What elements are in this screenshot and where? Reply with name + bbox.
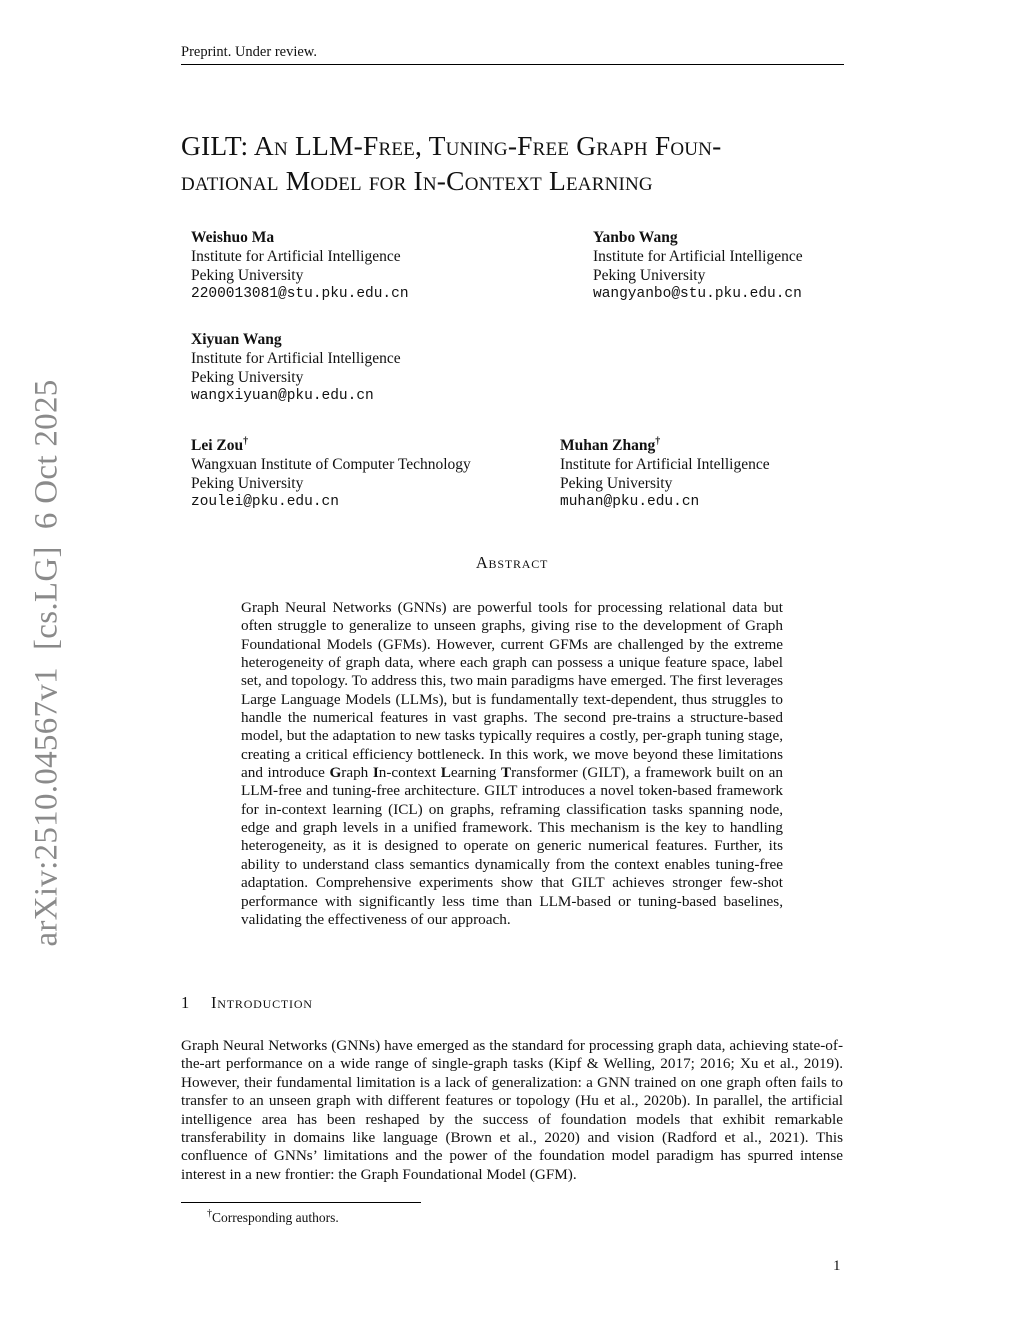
author-name: Weishuo Ma xyxy=(191,229,275,246)
abstract-body xyxy=(241,599,783,929)
corresponding-mark: † xyxy=(243,436,249,447)
author-block xyxy=(191,432,471,512)
author-affiliation: Institute for Artificial Intelligence xyxy=(593,248,803,265)
section-number: 1 xyxy=(181,993,191,1012)
author-affiliation: Institute for Artificial Intelligence xyxy=(560,456,770,473)
author-block xyxy=(593,228,803,304)
acronym-letter: G xyxy=(329,764,342,782)
footnote-rule xyxy=(181,1202,421,1203)
author-university: Peking University xyxy=(593,267,706,284)
arxiv-stamp[interactable]: arXiv:2510.04567v1 [cs.LG] 6 Oct 2025 xyxy=(28,379,65,947)
acronym-rest: earning xyxy=(450,764,501,782)
section-heading xyxy=(181,993,313,1013)
author-email[interactable]: zoulei@pku.edu.cn xyxy=(191,494,339,510)
acronym-rest: raph xyxy=(341,764,373,782)
corresponding-mark: † xyxy=(655,436,661,447)
paper-title-line-1: GILT: An LLM-Free, Tuning-Free Graph Foun- xyxy=(181,130,722,161)
author-email[interactable]: 2200013081@stu.pku.edu.cn xyxy=(191,286,409,302)
running-header: Preprint. Under review. xyxy=(181,44,844,65)
page-number: 1 xyxy=(833,1258,841,1274)
author-email[interactable]: wangxiyuan@pku.edu.cn xyxy=(191,388,374,404)
author-name-line xyxy=(191,432,471,455)
author-block xyxy=(191,330,401,406)
author-university: Peking University xyxy=(191,369,304,386)
author-block xyxy=(560,432,770,512)
abstract-text-end: (GILT), a framework built on an LLM-free and tuning-free architecture. GILT introduces a novel token-based framework for in-context learning (ICL) on graphs, reframing classification tasks spanning node, edge and graph levels in a unified framework. This mechanism is the key to handling heterogeneity, as it is designed to operate on generic numerical features. Further, its ability to understand class semantics dynamically from the context enables tuning-free adaptation. Comprehensive experiments show that GILT achieves stronger few-shot performance with significantly less time than LLM-based or tuning-based baselines, validating the effectiveness of our approach. xyxy=(241,764,783,928)
author-name: Xiyuan Wang xyxy=(191,331,282,348)
author-name: Yanbo Wang xyxy=(593,229,678,246)
author-name-line xyxy=(560,432,770,455)
acronym-letter: I xyxy=(372,764,379,782)
paper-title xyxy=(181,128,851,198)
abstract-heading: Abstract xyxy=(475,553,549,572)
author-university: Peking University xyxy=(191,475,304,492)
author-block xyxy=(191,228,409,304)
footnote-mark: † xyxy=(207,1208,212,1219)
acronym-letter: L xyxy=(440,764,451,782)
author-affiliation: Institute for Artificial Intelligence xyxy=(191,248,401,265)
author-email[interactable]: wangyanbo@stu.pku.edu.cn xyxy=(593,286,802,302)
paper-title-line-2: dational Model for In-Context Learning xyxy=(181,165,653,196)
author-affiliation: Wangxuan Institute of Computer Technology xyxy=(191,456,471,473)
author-email[interactable]: muhan@pku.edu.cn xyxy=(560,494,700,510)
author-university: Peking University xyxy=(560,475,673,492)
abstract-text-start: Graph Neural Networks (GNNs) are powerful tools for processing relational data but often struggle to generalize to unseen graphs, giving rise to the development of Graph Foundational Models (GFMs). However, current GFMs are challenged by the extreme heterogeneity of graph data, where each graph can possess a unique feature space, label set, and topology. To address this, two main paradigms have emerged. The first leverages Large Language Models (LLMs), but is fundamentally text-dependent, thus struggles to handle the numerical features in vast graphs. The second pre-trains a structure-based model, but the adaptation to new tasks typically requires a costly, per-graph tuning stage, creating a critical efficiency bottleneck. In this work, we move beyond these limitations and introduce xyxy=(241,599,783,782)
author-name: Lei Zou xyxy=(191,437,244,454)
footnote xyxy=(207,1208,339,1226)
author-affiliation: Institute for Artificial Intelligence xyxy=(191,350,401,367)
footnote-text: Corresponding authors. xyxy=(212,1210,339,1225)
acronym-rest: ransformer xyxy=(511,764,578,782)
acronym-rest: n-context xyxy=(378,764,441,782)
introduction-paragraph: Graph Neural Networks (GNNs) have emerged as the standard for processing graph data, achieving state-of-the-art performance on a wide range of single-graph tasks (Kipf & Welling, 2017; 2016; Xu et al., 2019). However, their fundamental limitation is a lack of generalization: a GNN trained on one graph often fails to transfer to an unseen graph with different features or topology (Hu et al., 2020b). In parallel, the artificial intelligence area has been reshaped by the success of foundation models that exhibit remarkable transferability in domains like language (Brown et al., 2020) and vision (Radford et al., 2021). This confluence of GNNs’ limitations and the power of the foundation model paradigm has spurred intense interest in a new frontier: the Graph Foundational Model (GFM). xyxy=(181,1037,843,1183)
acronym-letter: T xyxy=(500,764,512,782)
author-name: Muhan Zhang xyxy=(560,437,656,454)
section-title: Introduction xyxy=(211,993,313,1012)
author-university: Peking University xyxy=(191,267,304,284)
